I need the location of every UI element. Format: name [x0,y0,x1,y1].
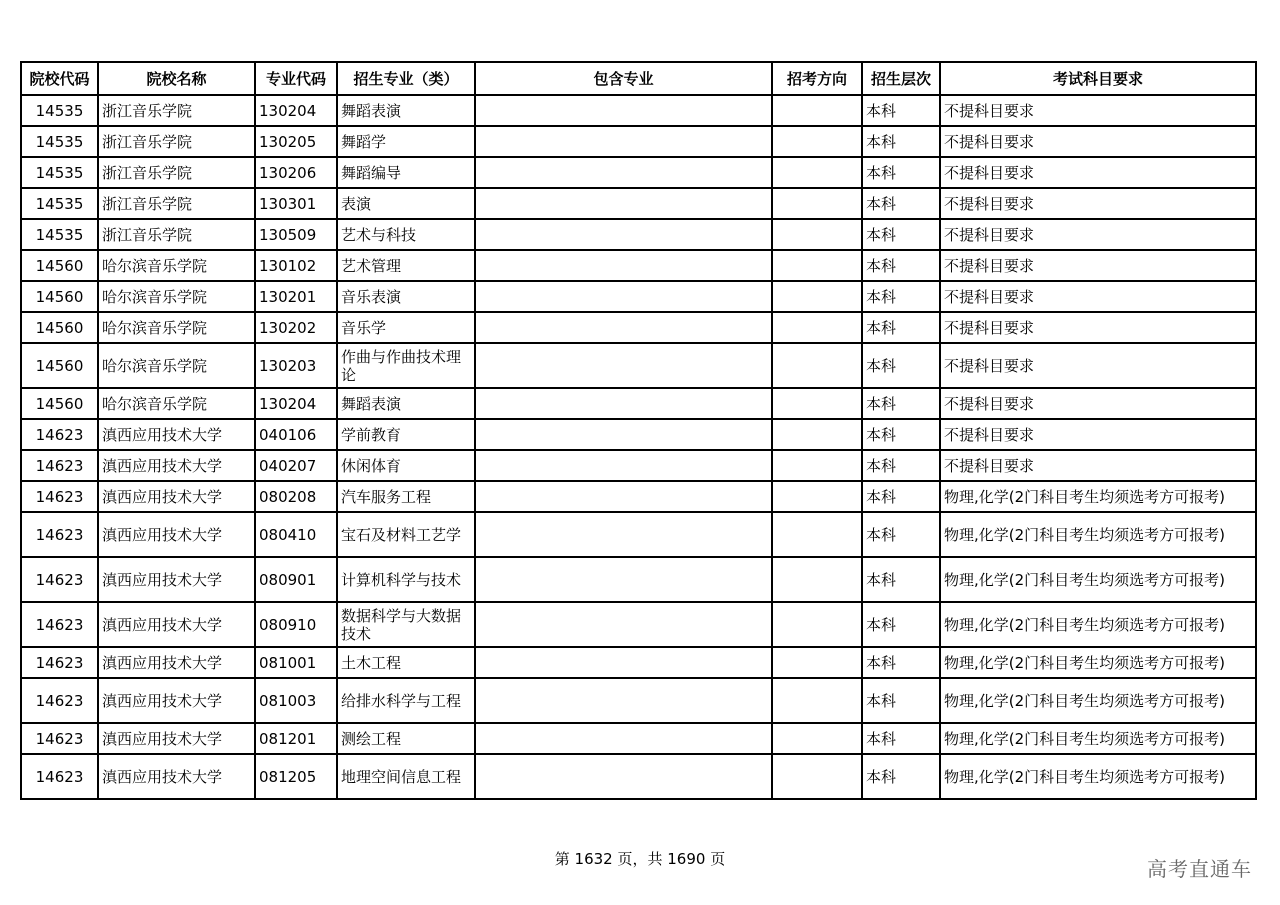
cell-subject-requirement: 不提科目要求 [940,281,1256,312]
cell-direction [772,281,862,312]
cell-subject-requirement: 物理,化学(2门科目考生均须选考方可报考) [940,602,1256,647]
table-row [21,450,1256,481]
cell-school-code: 14623 [21,723,98,754]
table-row [21,157,1256,188]
cell-included-majors [475,481,772,512]
cell-school-name: 滇西应用技术大学 [98,678,255,723]
cell-school-name: 滇西应用技术大学 [98,723,255,754]
cell-school-name: 浙江音乐学院 [98,126,255,157]
cell-major-code: 130509 [255,219,337,250]
cell-included-majors [475,281,772,312]
table-row [21,219,1256,250]
cell-level: 本科 [862,754,940,799]
cell-level: 本科 [862,343,940,388]
cell-school-name: 滇西应用技术大学 [98,557,255,602]
cell-direction [772,157,862,188]
cell-school-code: 14560 [21,250,98,281]
cell-level: 本科 [862,557,940,602]
cell-direction [772,250,862,281]
cell-school-name: 浙江音乐学院 [98,219,255,250]
header-major: 招生专业（类） [337,62,475,95]
cell-level: 本科 [862,647,940,678]
cell-major: 给排水科学与工程 [337,678,475,723]
cell-school-name: 滇西应用技术大学 [98,481,255,512]
table-row [21,754,1256,799]
cell-included-majors [475,95,772,126]
cell-school-name: 浙江音乐学院 [98,188,255,219]
cell-major: 舞蹈表演 [337,95,475,126]
cell-major-code: 130204 [255,95,337,126]
cell-level: 本科 [862,281,940,312]
table-row [21,647,1256,678]
cell-school-name: 浙江音乐学院 [98,157,255,188]
cell-school-code: 14535 [21,126,98,157]
cell-level: 本科 [862,388,940,419]
watermark-text: 高考直通车 [1147,857,1252,881]
cell-included-majors [475,312,772,343]
cell-level: 本科 [862,678,940,723]
cell-school-code: 14623 [21,602,98,647]
cell-subject-requirement: 物理,化学(2门科目考生均须选考方可报考) [940,512,1256,557]
cell-direction [772,312,862,343]
cell-direction [772,219,862,250]
cell-included-majors [475,388,772,419]
cell-included-majors [475,250,772,281]
cell-major: 学前教育 [337,419,475,450]
table-row [21,557,1256,602]
cell-direction [772,678,862,723]
cell-included-majors [475,647,772,678]
cell-school-name: 哈尔滨音乐学院 [98,312,255,343]
header-school-name: 院校名称 [98,62,255,95]
cell-school-name: 滇西应用技术大学 [98,602,255,647]
cell-direction [772,481,862,512]
cell-school-code: 14560 [21,312,98,343]
cell-major-code: 040207 [255,450,337,481]
cell-school-name: 滇西应用技术大学 [98,512,255,557]
table-row [21,250,1256,281]
cell-level: 本科 [862,219,940,250]
cell-level: 本科 [862,450,940,481]
cell-direction [772,95,862,126]
cell-major-code: 040106 [255,419,337,450]
cell-subject-requirement: 物理,化学(2门科目考生均须选考方可报考) [940,557,1256,602]
cell-included-majors [475,678,772,723]
cell-school-name: 哈尔滨音乐学院 [98,250,255,281]
cell-school-code: 14623 [21,678,98,723]
cell-school-code: 14623 [21,481,98,512]
cell-major-code: 130301 [255,188,337,219]
table-row [21,723,1256,754]
cell-subject-requirement: 不提科目要求 [940,157,1256,188]
cell-major-code: 130102 [255,250,337,281]
cell-major: 表演 [337,188,475,219]
header-subject-requirement: 考试科目要求 [940,62,1256,95]
cell-included-majors [475,602,772,647]
cell-school-name: 哈尔滨音乐学院 [98,343,255,388]
cell-major-code: 081201 [255,723,337,754]
cell-subject-requirement: 物理,化学(2门科目考生均须选考方可报考) [940,678,1256,723]
cell-included-majors [475,557,772,602]
cell-level: 本科 [862,95,940,126]
cell-school-code: 14623 [21,754,98,799]
cell-subject-requirement: 不提科目要求 [940,343,1256,388]
cell-school-code: 14560 [21,388,98,419]
table-row [21,281,1256,312]
cell-subject-requirement: 物理,化学(2门科目考生均须选考方可报考) [940,647,1256,678]
table-row [21,343,1256,388]
cell-included-majors [475,343,772,388]
cell-school-code: 14535 [21,95,98,126]
cell-level: 本科 [862,481,940,512]
cell-school-code: 14623 [21,450,98,481]
cell-subject-requirement: 不提科目要求 [940,219,1256,250]
cell-subject-requirement: 不提科目要求 [940,419,1256,450]
cell-major: 地理空间信息工程 [337,754,475,799]
table-row [21,602,1256,647]
cell-major-code: 080901 [255,557,337,602]
cell-level: 本科 [862,419,940,450]
cell-major: 音乐表演 [337,281,475,312]
cell-major: 数据科学与大数据技术 [337,602,475,647]
cell-school-code: 14560 [21,281,98,312]
cell-school-name: 滇西应用技术大学 [98,754,255,799]
table-row [21,678,1256,723]
table-row [21,312,1256,343]
cell-direction [772,647,862,678]
cell-included-majors [475,219,772,250]
cell-subject-requirement: 不提科目要求 [940,188,1256,219]
cell-major: 作曲与作曲技术理论 [337,343,475,388]
cell-major-code: 080910 [255,602,337,647]
cell-included-majors [475,419,772,450]
cell-level: 本科 [862,157,940,188]
cell-level: 本科 [862,188,940,219]
cell-direction [772,419,862,450]
table-row [21,388,1256,419]
cell-major: 音乐学 [337,312,475,343]
table-row [21,481,1256,512]
header-major-code: 专业代码 [255,62,337,95]
cell-direction [772,450,862,481]
cell-direction [772,557,862,602]
cell-major: 宝石及材料工艺学 [337,512,475,557]
cell-level: 本科 [862,126,940,157]
cell-major: 休闲体育 [337,450,475,481]
cell-included-majors [475,126,772,157]
cell-major: 舞蹈编导 [337,157,475,188]
cell-major-code: 081003 [255,678,337,723]
header-included-majors: 包含专业 [475,62,772,95]
cell-major-code: 081001 [255,647,337,678]
cell-major-code: 081205 [255,754,337,799]
cell-direction [772,388,862,419]
cell-direction [772,188,862,219]
cell-school-code: 14623 [21,647,98,678]
cell-level: 本科 [862,602,940,647]
cell-direction [772,602,862,647]
cell-major-code: 130201 [255,281,337,312]
cell-level: 本科 [862,312,940,343]
cell-school-code: 14535 [21,157,98,188]
cell-school-code: 14535 [21,219,98,250]
cell-subject-requirement: 物理,化学(2门科目考生均须选考方可报考) [940,754,1256,799]
cell-major-code: 130204 [255,388,337,419]
cell-included-majors [475,450,772,481]
cell-major: 艺术与科技 [337,219,475,250]
cell-direction [772,343,862,388]
cell-direction [772,754,862,799]
admissions-table [20,61,1257,800]
cell-included-majors [475,723,772,754]
cell-included-majors [475,754,772,799]
page-number-footer: 第 1632 页，共 1690 页 [554,850,726,868]
cell-subject-requirement: 不提科目要求 [940,312,1256,343]
header-level: 招生层次 [862,62,940,95]
table-row [21,95,1256,126]
cell-included-majors [475,188,772,219]
table-header-row [21,62,1256,95]
cell-major-code: 080410 [255,512,337,557]
cell-major: 计算机科学与技术 [337,557,475,602]
cell-major: 艺术管理 [337,250,475,281]
cell-level: 本科 [862,512,940,557]
cell-school-name: 哈尔滨音乐学院 [98,281,255,312]
header-direction: 招考方向 [772,62,862,95]
cell-subject-requirement: 不提科目要求 [940,95,1256,126]
cell-school-code: 14623 [21,419,98,450]
cell-school-name: 滇西应用技术大学 [98,419,255,450]
table-body [21,95,1256,799]
cell-school-name: 浙江音乐学院 [98,95,255,126]
cell-included-majors [475,512,772,557]
cell-major-code: 080208 [255,481,337,512]
cell-direction [772,126,862,157]
cell-subject-requirement: 不提科目要求 [940,126,1256,157]
table-row [21,188,1256,219]
cell-subject-requirement: 不提科目要求 [940,450,1256,481]
cell-subject-requirement: 不提科目要求 [940,388,1256,419]
cell-major: 舞蹈学 [337,126,475,157]
cell-school-code: 14623 [21,557,98,602]
cell-school-name: 滇西应用技术大学 [98,450,255,481]
cell-major-code: 130205 [255,126,337,157]
cell-subject-requirement: 不提科目要求 [940,250,1256,281]
cell-major-code: 130206 [255,157,337,188]
cell-major: 测绘工程 [337,723,475,754]
cell-subject-requirement: 物理,化学(2门科目考生均须选考方可报考) [940,723,1256,754]
header-school-code: 院校代码 [21,62,98,95]
cell-school-name: 滇西应用技术大学 [98,647,255,678]
cell-major: 土木工程 [337,647,475,678]
cell-direction [772,723,862,754]
cell-major-code: 130202 [255,312,337,343]
cell-subject-requirement: 物理,化学(2门科目考生均须选考方可报考) [940,481,1256,512]
cell-school-code: 14623 [21,512,98,557]
cell-direction [772,512,862,557]
cell-major-code: 130203 [255,343,337,388]
cell-level: 本科 [862,723,940,754]
cell-major: 舞蹈表演 [337,388,475,419]
cell-included-majors [475,157,772,188]
table-row [21,512,1256,557]
cell-major: 汽车服务工程 [337,481,475,512]
cell-level: 本科 [862,250,940,281]
cell-school-code: 14535 [21,188,98,219]
table-row [21,419,1256,450]
cell-school-code: 14560 [21,343,98,388]
table-row [21,126,1256,157]
cell-school-name: 哈尔滨音乐学院 [98,388,255,419]
